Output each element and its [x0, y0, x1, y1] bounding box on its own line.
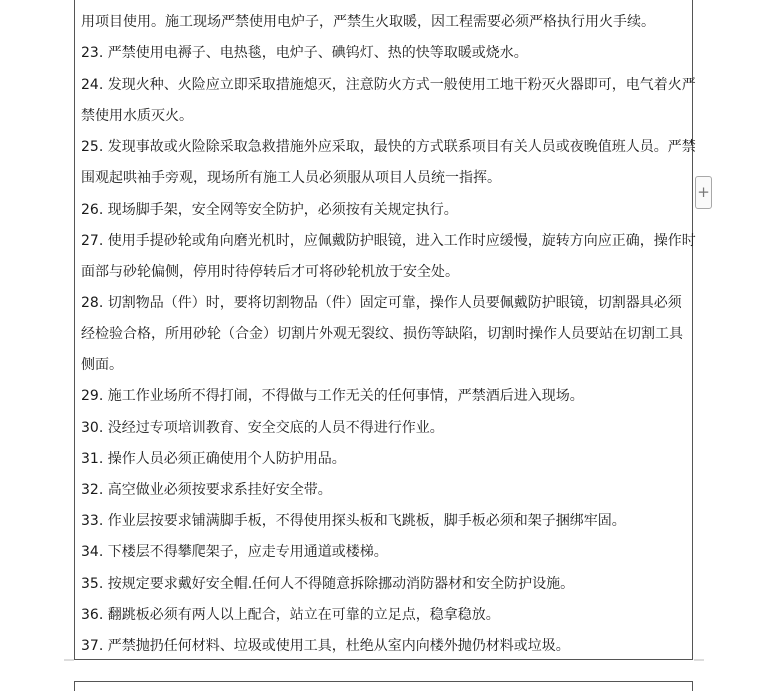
- page-corner-mark: [64, 656, 74, 666]
- text-line: 25. 发现事故或火险除采取急救措施外应采取，最快的方式联系项目有关人员或夜晚值班人员。严禁: [81, 139, 696, 155]
- text-line: 23. 严禁使用电褥子、电热毯，电炉子、碘钨灯、热的快等取暖或烧水。: [81, 45, 528, 61]
- text-line: 围观起哄袖手旁观，现场所有施工人员必须服从项目人员统一指挥。: [81, 170, 501, 186]
- document-page: [74, 0, 696, 660]
- add-block-button[interactable]: +: [695, 176, 712, 209]
- text-line: 36. 翻跳板必须有两人以上配合，站立在可靠的立足点，稳拿稳放。: [81, 607, 500, 623]
- page-corner-mark: [694, 656, 704, 666]
- text-line: 30. 没经过专项培训教育、安全交底的人员不得进行作业。: [81, 420, 444, 436]
- text-line: 侧面。: [81, 357, 123, 373]
- text-line: 用项目使用。施工现场严禁使用电炉子，严禁生火取暖，因工程需要必须严格执行用火手续。: [81, 14, 655, 30]
- text-line: 35. 按规定要求戴好安全帽.任何人不得随意拆除挪动消防器材和安全防护设施。: [81, 576, 575, 592]
- text-line: 禁使用水质灭火。: [81, 108, 193, 124]
- text-line: 28. 切割物品（件）时，要将切割物品（件）固定可靠，操作人员要佩戴防护眼镜，切割器具必须: [81, 295, 682, 311]
- text-line: 面部与砂轮偏侧，停用时待停转后才可将砂轮机放于安全处。: [81, 264, 459, 280]
- text-line: 经检验合格，所用砂轮（合金）切割片外观无裂纹、损伤等缺陷，切割时操作人员要站在切割工具: [81, 326, 683, 342]
- text-line: 31. 操作人员必须正确使用个人防护用品。: [81, 451, 346, 467]
- text-line: 33. 作业层按要求铺满脚手板，不得使用探头板和飞跳板，脚手板必须和架子捆绑牢固。: [81, 513, 626, 529]
- text-line: 34. 下楼层不得攀爬架子，应走专用通道或楼梯。: [81, 544, 388, 560]
- text-line: 37. 严禁抛扔任何材料、垃圾或使用工具，杜绝从室内向楼外抛仍材料或垃圾。: [81, 638, 570, 654]
- text-line: 29. 施工作业场所不得打闹，不得做与工作无关的任何事情，严禁酒后进入现场。: [81, 388, 584, 404]
- text-line: 24. 发现火种、火险应立即采取措施熄灭，注意防火方式一般使用工地干粉灭火器即可，电气着火严: [81, 77, 696, 93]
- text-line: 27. 使用手提砂轮或角向磨光机时，应佩戴防护眼镜，进入工作时应缓慢，旋转方向应正确，操作时: [81, 233, 696, 249]
- next-document-page: [74, 681, 693, 691]
- text-line: 32. 高空做业必须按要求系挂好安全带。: [81, 482, 332, 498]
- text-line: 26. 现场脚手架，安全网等安全防护，必须按有关规定执行。: [81, 202, 458, 218]
